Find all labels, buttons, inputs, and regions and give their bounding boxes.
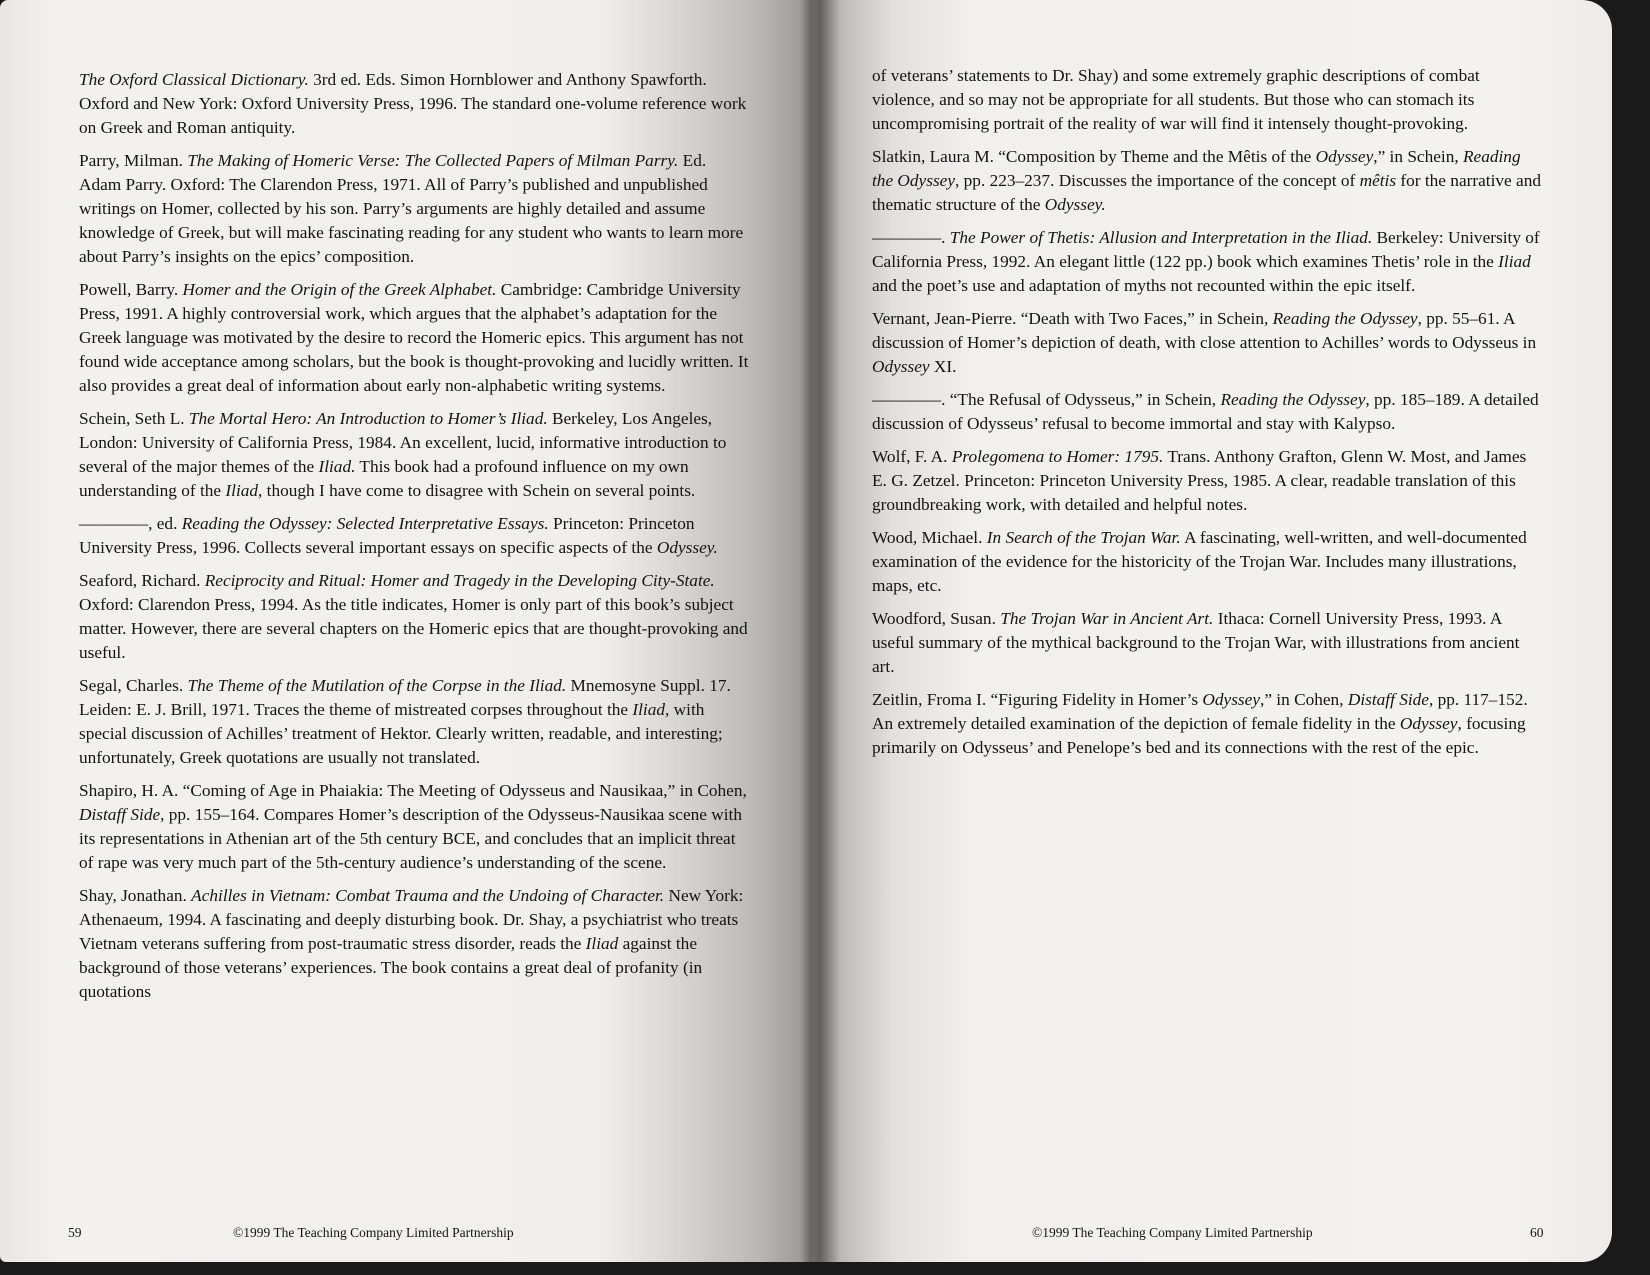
book-gutter-shadow xyxy=(800,0,840,1262)
entry-text: This book had a profound influence on my own understanding of the xyxy=(79,457,689,500)
bibliography-entry xyxy=(872,607,1542,679)
italic-title-text: Distaff Side xyxy=(79,805,161,824)
italic-title-text: Iliad xyxy=(585,934,619,953)
italic-title-text: The Mortal Hero: An Introduction to Homer’s Iliad. xyxy=(188,409,548,428)
entry-text: Wood, Michael. xyxy=(872,528,987,547)
italic-title-text: The Making of Homeric Verse: The Collected Papers of Milman Parry. xyxy=(187,151,679,170)
italic-title-text: mêtis xyxy=(1359,171,1397,190)
entry-text: 3rd ed. Eds. Simon Hornblower and Anthony Spawforth. Oxford and New York: Oxford University Press, 1996. The standard one-volume reference work on Greek and Roman antiquity. xyxy=(79,70,747,137)
right-page xyxy=(812,0,1612,1262)
bibliography-entry xyxy=(79,884,751,1004)
entry-text: Cambridge: Cambridge University Press, 1991. A highly controversial work, which argues that the alphabet’s adaptation for the Greek language was motivated by the desire to record the Homeric epics. This argument has not found wide acceptance among scholars, but the book is thought-provoking and lucidly written. It also provides a great deal of information about early non-alphabetic writing systems. xyxy=(79,280,749,395)
italic-title-text: Iliad xyxy=(1498,252,1531,271)
italic-title-text: Prolegomena to Homer: 1795. xyxy=(951,447,1164,466)
bibliography-entry xyxy=(872,388,1542,436)
entry-text: , pp. 155–164. Compares Homer’s description of the Odysseus-Nausikaa scene with its representations in Athenian art of the 5th century BCE, and concludes that an implicit threat of rape was very much part of the 5th-century audience’s understanding of the scene. xyxy=(79,805,742,872)
entry-text: Vernant, Jean-Pierre. “Death with Two Faces,” in Schein, xyxy=(872,309,1273,328)
bibliography-entry xyxy=(872,688,1542,760)
italic-title-text: Reciprocity and Ritual: Homer and Tragedy in the Developing City-State. xyxy=(204,571,715,590)
entry-text: Zeitlin, Froma I. “Figuring Fidelity in Homer’s xyxy=(872,690,1203,709)
entry-text: Shay, Jonathan. xyxy=(79,886,192,905)
copyright-right: ©1999 The Teaching Company Limited Partnership xyxy=(1032,1225,1313,1240)
entry-text: ,” in Cohen, xyxy=(1260,690,1348,709)
entry-text: and the poet’s use and adaptation of myths not recounted within the epic itself. xyxy=(872,276,1416,295)
entry-text: , pp. 55–61. A discussion of Homer’s depiction of death, with close attention to Achilles’ words to Odysseus in xyxy=(872,309,1537,352)
entry-text: Parry, Milman. xyxy=(79,151,188,170)
bibliography-column-right xyxy=(872,64,1542,769)
page-number-right: 60 xyxy=(1530,1225,1544,1240)
entry-text: ————. xyxy=(872,228,950,247)
italic-title-text: Reading the Odyssey: Selected Interpretative Essays. xyxy=(181,514,549,533)
entry-text: ————, ed. xyxy=(79,514,182,533)
entry-text: , focusing primarily on Odysseus’ and Penelope’s bed and its connections with the rest of the epic. xyxy=(872,714,1526,757)
italic-title-text: Odyssey xyxy=(872,357,930,376)
entry-text: Ed. Adam Parry. Oxford: The Clarendon Press, 1971. All of Parry’s published and unpublished writings on Homer, collected by his son. Parry’s arguments are highly detailed and assume knowledge of Greek, but will make fascinating reading for any student who wants to learn more about Parry’s insights on the epics’ composition. xyxy=(79,151,744,266)
entry-text: Trans. Anthony Grafton, Glenn W. Most, and James E. G. Zetzel. Princeton: Princeton University Press, 1985. A clear, readable translation of this groundbreaking work, with detailed and helpful notes. xyxy=(872,447,1527,514)
entry-text: against the background of those veterans’ experiences. The book contains a great deal of profanity (in quotations xyxy=(79,934,703,1001)
italic-title-text: Reading the Odyssey xyxy=(872,147,1521,190)
entry-text: Seaford, Richard. xyxy=(79,571,205,590)
bibliography-entry xyxy=(79,569,751,665)
bibliography-entry xyxy=(872,526,1542,598)
entry-text: ,” in Schein, xyxy=(1373,147,1463,166)
entry-text: ————. “The Refusal of Odysseus,” in Schein, xyxy=(872,390,1221,409)
entry-text: , though I have come to disagree with Schein on several points. xyxy=(258,481,696,500)
entry-text: Berkeley: University of California Press, 1992. An elegant little (122 pp.) book which examines Thetis’ role in the xyxy=(872,228,1540,271)
bibliography-entry xyxy=(872,145,1542,217)
entry-text: XI. xyxy=(929,357,957,376)
italic-title-text: Odyssey. xyxy=(656,538,718,557)
bibliography-entry xyxy=(79,779,751,875)
bibliography-entry xyxy=(79,278,751,398)
bibliography-entry xyxy=(872,226,1542,298)
italic-title-text: Reading the Odyssey xyxy=(1220,390,1366,409)
italic-title-text: Achilles in Vietnam: Combat Trauma and the Undoing of Character. xyxy=(191,886,665,905)
bibliography-entry xyxy=(872,307,1542,379)
entry-text: Slatkin, Laura M. “Composition by Theme and the Mêtis of the xyxy=(872,147,1316,166)
italic-title-text: The Oxford Classical Dictionary. xyxy=(79,70,309,89)
italic-title-text: Odyssey xyxy=(1399,714,1458,733)
italic-title-text: Odyssey xyxy=(1315,147,1374,166)
entry-text: Mnemosyne Suppl. 17. Leiden: E. J. Brill, 1971. Traces the theme of mistreated corpses throughout the xyxy=(79,676,731,719)
italic-title-text: In Search of the Trojan War. xyxy=(986,528,1181,547)
italic-title-text: Iliad xyxy=(632,700,666,719)
entry-text: Schein, Seth L. xyxy=(79,409,189,428)
bibliography-entry xyxy=(79,68,751,140)
italic-title-text: Odyssey. xyxy=(1044,195,1106,214)
italic-title-text: Reading the Odyssey xyxy=(1272,309,1418,328)
entry-text: Berkeley, Los Angeles, London: University of California Press, 1984. An excellent, lucid, informative introduction to several of the major themes of the xyxy=(79,409,727,476)
italic-title-text: The Trojan War in Ancient Art. xyxy=(1000,609,1214,628)
bibliography-entry xyxy=(79,674,751,770)
bibliography-entry xyxy=(79,149,751,269)
entry-text: , pp. 223–237. Discusses the importance of the concept of xyxy=(955,171,1360,190)
entry-text: Ithaca: Cornell University Press, 1993. A useful summary of the mythical background to the Trojan War, with illustrations from ancient art. xyxy=(872,609,1520,676)
entry-text: for the narrative and thematic structure of the xyxy=(872,171,1541,214)
entry-text: Oxford: Clarendon Press, 1994. As the title indicates, Homer is only part of this book’s subject matter. However, there are several chapters on the Homeric epics that are thought-provoking and useful. xyxy=(79,595,748,662)
entry-text: of veterans’ statements to Dr. Shay) and some extremely graphic descriptions of combat violence, and so may not be appropriate for all students. But those who can stomach its uncompromising portrait of the reality of war will find it intensely thought-provoking. xyxy=(872,66,1480,133)
entry-text: Segal, Charles. xyxy=(79,676,188,695)
italic-title-text: Iliad xyxy=(225,481,259,500)
italic-title-text: Iliad. xyxy=(318,457,356,476)
bibliography-column-left xyxy=(79,68,751,1013)
italic-title-text: Homer and the Origin of the Greek Alphabet. xyxy=(182,280,497,299)
italic-title-text: The Power of Thetis: Allusion and Interpretation in the Iliad. xyxy=(949,228,1373,247)
entry-text: New York: Athenaeum, 1994. A fascinating and deeply disturbing book. Dr. Shay, a psychiatrist who treats Vietnam veterans suffering from post-traumatic stress disorder, reads the xyxy=(79,886,744,953)
italic-title-text: Distaff Side xyxy=(1347,690,1429,709)
italic-title-text: The Theme of the Mutilation of the Corpse in the Iliad. xyxy=(187,676,567,695)
bibliography-entry xyxy=(872,64,1542,136)
page-number-left: 59 xyxy=(68,1225,82,1240)
italic-title-text: Odyssey xyxy=(1202,690,1260,709)
bibliography-entry xyxy=(872,445,1542,517)
entry-text: Shapiro, H. A. “Coming of Age in Phaiakia: The Meeting of Odysseus and Nausikaa,” in Cohen, xyxy=(79,781,747,800)
entry-text: , pp. 185–189. A detailed discussion of Odysseus’ refusal to become immortal and stay with Kalypso. xyxy=(872,390,1539,433)
entry-text: A fascinating, well-written, and well-documented examination of the evidence for the historicity of the Trojan War. Includes many illustrations, maps, etc. xyxy=(872,528,1527,595)
entry-text: , pp. 117–152. An extremely detailed examination of the depiction of female fidelity in the xyxy=(872,690,1528,733)
entry-text: , with special discussion of Achilles’ treatment of Hektor. Clearly written, readable, and interesting; unfortunately, Greek quotations are usually not translated. xyxy=(79,700,723,767)
left-page xyxy=(0,0,812,1262)
entry-text: Wolf, F. A. xyxy=(872,447,952,466)
bibliography-entry xyxy=(79,512,751,560)
entry-text: Woodford, Susan. xyxy=(872,609,1001,628)
entry-text: Princeton: Princeton University Press, 1996. Collects several important essays on specific aspects of the xyxy=(79,514,695,557)
entry-text: Powell, Barry. xyxy=(79,280,183,299)
bibliography-entry xyxy=(79,407,751,503)
copyright-left: ©1999 The Teaching Company Limited Partnership xyxy=(233,1225,514,1240)
